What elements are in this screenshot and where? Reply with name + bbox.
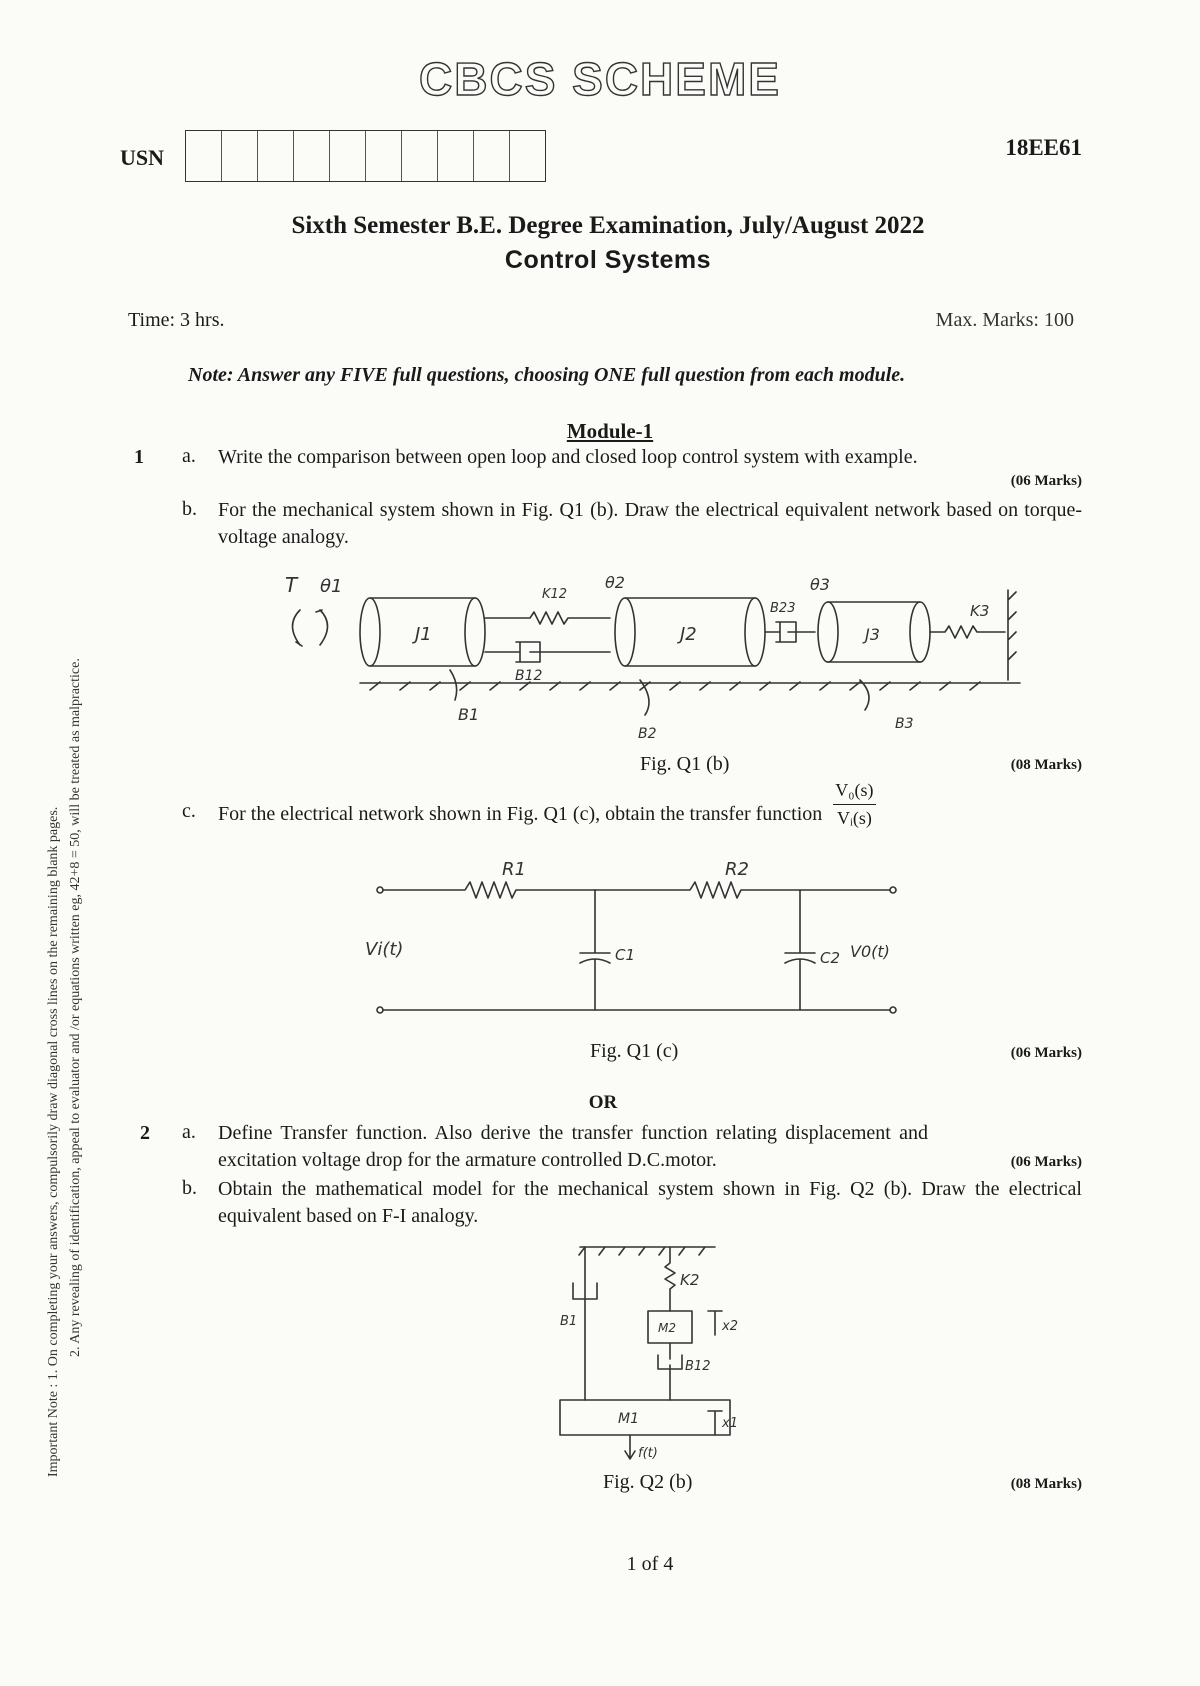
label-b1: B1 — [458, 705, 480, 724]
q2a-letter: a. — [182, 1121, 196, 1143]
module-heading: Module-1 — [566, 419, 654, 443]
terminal-out-top — [890, 887, 896, 893]
q1b-marks: (08 Marks) — [1010, 757, 1082, 773]
figure-q1b — [280, 570, 1040, 740]
label-vi: Vi(t) — [365, 939, 404, 960]
label-torque: T — [285, 573, 298, 597]
subject-title: Control Systems — [504, 246, 712, 274]
spring-k2 — [665, 1247, 675, 1311]
page-number: 1 of 4 — [626, 1553, 674, 1575]
label-m1: M1 — [618, 1411, 639, 1427]
label-b12: B12 — [685, 1359, 711, 1374]
usn-box — [438, 131, 474, 181]
scheme-title: CBCS SCHEME — [419, 53, 781, 105]
label-vo: V0(t) — [850, 942, 890, 961]
q1b-text: For the mechanical system shown in Fig. Q1 (b). Draw the electrical equivalent network based on torque-voltage analogy. — [218, 499, 1082, 548]
mass-m1 — [560, 1400, 730, 1435]
top-wall — [579, 1247, 715, 1255]
label-j3: J3 — [865, 625, 880, 644]
label-b12: B12 — [515, 668, 543, 684]
usn-box — [402, 131, 438, 181]
label-theta3: θ3 — [810, 575, 830, 594]
resistor-r2 — [595, 882, 890, 898]
label-b23: B23 — [770, 601, 796, 616]
q1a-marks: (06 Marks) — [1010, 473, 1082, 489]
q2b-letter: b. — [182, 1177, 197, 1199]
resistor-r1 — [383, 882, 595, 898]
torque-arrow — [293, 610, 328, 646]
max-marks: Max. Marks: 100 — [935, 309, 1074, 331]
tf-numerator: V₀(s) — [833, 777, 875, 805]
j3-end — [818, 602, 838, 662]
spring-k12 — [485, 612, 610, 624]
label-k2: K2 — [680, 1271, 700, 1289]
q1c-text: For the electrical network shown in Fig. Q1 (c), obtain the transfer function — [218, 803, 823, 826]
j1-face — [465, 598, 485, 666]
usn-box — [222, 131, 258, 181]
q1c-text-wrap — [218, 780, 876, 832]
label-r2: R2 — [725, 859, 749, 880]
usn-box — [258, 131, 294, 181]
question-number-1: 1 — [134, 446, 144, 468]
course-code: 18EE61 — [1005, 135, 1082, 160]
figure-q2b — [540, 1235, 760, 1465]
label-k3: K3 — [970, 602, 990, 620]
j1-end — [360, 598, 380, 666]
label-m2: M2 — [658, 1321, 676, 1335]
label-c2: C2 — [820, 949, 841, 967]
usn-box — [186, 131, 222, 181]
q2a-marks: (06 Marks) — [1010, 1154, 1082, 1170]
usn-box — [510, 131, 545, 181]
label-theta1: θ1 — [320, 576, 343, 597]
j2-end — [615, 598, 635, 666]
damper-b23 — [765, 622, 815, 642]
j3-face — [910, 602, 930, 662]
terminal-out-bottom — [890, 1007, 896, 1013]
side-note-line2: 2. Any revealing of identification, appeal to evaluator and /or equations written eg, 42+8 = 50, will be treated as malpractice. — [68, 658, 83, 1357]
label-b3: B3 — [895, 716, 914, 732]
label-j2: J2 — [680, 624, 697, 645]
spring-k3 — [930, 626, 1005, 638]
usn-label: USN — [120, 145, 165, 170]
usn-box — [294, 131, 330, 181]
q2b-figure-caption: Fig. Q2 (b) — [603, 1471, 693, 1493]
q1a-letter: a. — [182, 445, 196, 467]
label-j1: J1 — [415, 624, 432, 645]
j2-face — [745, 598, 765, 666]
q1c-figure-caption: Fig. Q1 (c) — [590, 1040, 679, 1062]
exam-time: Time: 3 hrs. — [128, 309, 225, 331]
q2b-marks: (08 Marks) — [1010, 1476, 1082, 1492]
label-c1: C1 — [615, 946, 636, 964]
label-x1: x1 — [722, 1416, 738, 1431]
side-note — [43, 307, 87, 1477]
usn-box — [474, 131, 510, 181]
usn-boxes — [185, 130, 546, 182]
damper-b12 — [658, 1343, 682, 1400]
q2a-text: Define Transfer function. Also derive the transfer function relating displacement and excitation voltage drop for the armature controlled D.C.motor. — [218, 1122, 928, 1171]
tf-denominator: Vᵢ(s) — [836, 808, 872, 828]
label-k12: K12 — [542, 587, 568, 602]
terminal-in-bottom — [377, 1007, 383, 1013]
friction-arrows — [450, 670, 869, 715]
label-r1: R1 — [502, 859, 526, 880]
capacitor-c1 — [580, 890, 610, 1010]
figure-q1c — [360, 855, 920, 1030]
side-note-line1: Important Note : 1. On completing your answers, compulsorily draw diagonal cross lines on the remaining blank pages. — [46, 806, 61, 1477]
q1c-marks: (06 Marks) — [1010, 1045, 1082, 1061]
wall — [1008, 590, 1016, 680]
exam-title: Sixth Semester B.E. Degree Examination, July/August 2022 — [291, 212, 925, 239]
q2b-text: Obtain the mathematical model for the mechanical system shown in Fig. Q2 (b). Draw the electrical equivalent based on F-I analogy. — [218, 1178, 1082, 1227]
label-theta2: θ2 — [605, 573, 625, 592]
or-separator: OR — [588, 1092, 618, 1113]
usn-box — [366, 131, 402, 181]
capacitor-c2 — [785, 890, 815, 1010]
usn-box — [330, 131, 366, 181]
label-b1: B1 — [560, 1314, 578, 1329]
instructions-note: Note: Answer any FIVE full questions, choosing ONE full question from each module. — [188, 364, 906, 386]
label-b2: B2 — [638, 726, 657, 740]
q1b-figure-caption: Fig. Q1 (b) — [640, 753, 730, 775]
q1c-letter: c. — [182, 800, 196, 822]
label-x2: x2 — [722, 1319, 738, 1334]
question-number-2: 2 — [140, 1122, 150, 1144]
transfer-function — [833, 777, 875, 832]
damper-b12 — [485, 642, 610, 662]
terminal-in-top — [377, 887, 383, 893]
force-arrow — [625, 1435, 635, 1459]
q1a-text: Write the comparison between open loop and closed loop control system with example. — [218, 446, 918, 468]
q1b-letter: b. — [182, 498, 197, 520]
label-f: f(t) — [638, 1446, 658, 1461]
